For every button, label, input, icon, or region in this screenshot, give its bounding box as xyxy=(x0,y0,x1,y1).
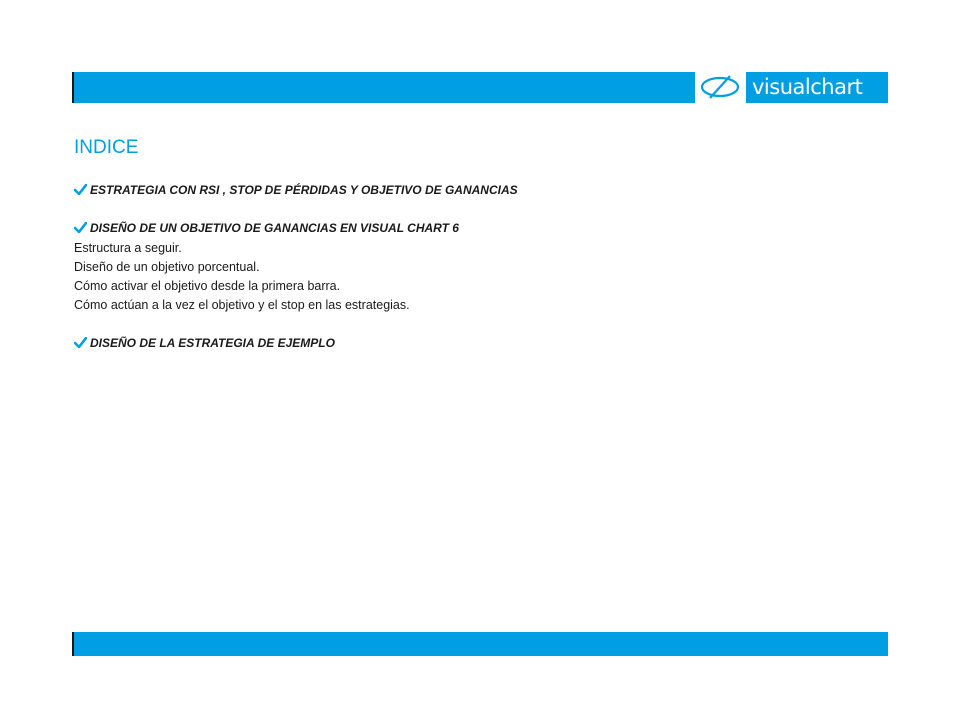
logo-text: visualchart xyxy=(752,75,863,99)
checkmark-icon xyxy=(74,184,87,195)
page-title: INDICE xyxy=(74,137,139,158)
section-heading-text: DISEÑO DE LA ESTRATEGIA DE EJEMPLO xyxy=(90,336,335,350)
list-item: Estructura a seguir. xyxy=(74,241,182,255)
section-heading-text: DISEÑO DE UN OBJETIVO DE GANANCIAS EN VISUAL CHART 6 xyxy=(90,221,459,235)
list-item: Diseño de un objetivo porcentual. xyxy=(74,260,260,274)
visualchart-logo-icon xyxy=(698,74,742,100)
footer-bar xyxy=(72,632,888,656)
checkmark-icon xyxy=(74,222,87,233)
list-item: Cómo activar el objetivo desde la primera barra. xyxy=(74,279,341,293)
section-heading-2 xyxy=(74,220,459,236)
section-heading-3 xyxy=(74,335,335,351)
section-heading-1 xyxy=(74,182,518,198)
list-item: Cómo actúan a la vez el objetivo y el stop en las estrategias. xyxy=(74,298,410,312)
section-heading-text: ESTRATEGIA CON RSI , STOP DE PÉRDIDAS Y OBJETIVO DE GANANCIAS xyxy=(90,183,518,197)
checkmark-icon xyxy=(74,337,87,348)
